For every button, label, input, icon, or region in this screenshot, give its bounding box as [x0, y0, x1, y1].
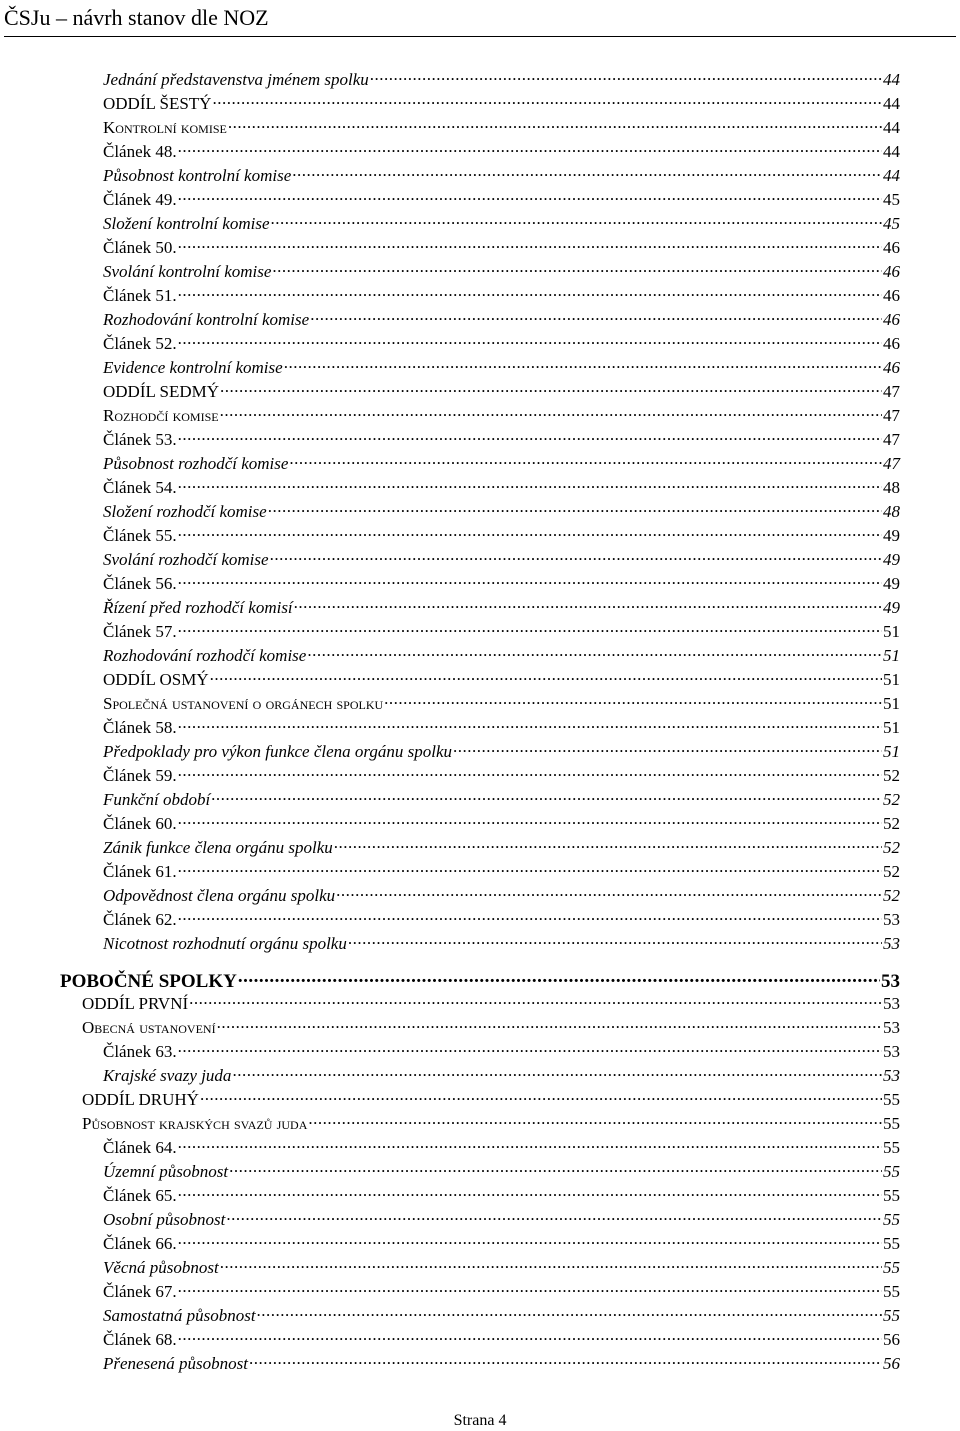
toc-entry-title: Působnost kontrolní komise — [103, 166, 292, 185]
toc-entry-page: 53 — [883, 910, 900, 929]
toc-entry-page: 44 — [883, 94, 900, 113]
toc-entry[interactable] — [103, 1064, 900, 1088]
toc-entry[interactable] — [103, 1304, 900, 1328]
toc-entry[interactable] — [103, 692, 900, 716]
toc-entry-page: 51 — [883, 742, 900, 761]
toc-entry-page: 55 — [883, 1306, 900, 1325]
toc-entry-title: Článek 59. — [103, 766, 177, 785]
toc-dot-leader — [178, 332, 882, 349]
toc-entry-title: ODDÍL ŠESTÝ — [103, 94, 212, 113]
toc-entry-title: Článek 62. — [103, 910, 177, 929]
toc-entry-page: 55 — [883, 1090, 900, 1109]
toc-entry[interactable] — [103, 164, 900, 188]
toc-entry[interactable] — [103, 932, 900, 956]
toc-entry-page: 53 — [883, 1066, 900, 1085]
toc-entry-title: Článek 68. — [103, 1330, 177, 1349]
toc-entry-title: Odpovědnost člena orgánu spolku — [103, 886, 336, 905]
toc-entry-page: 55 — [883, 1210, 900, 1229]
toc-dot-leader — [271, 212, 882, 229]
toc-entry[interactable] — [103, 236, 900, 260]
toc-entry-title: Jednání představenstva jménem spolku — [103, 70, 369, 89]
toc-entry[interactable] — [103, 572, 900, 596]
toc-entry-page: 46 — [883, 238, 900, 257]
toc-dot-leader — [178, 476, 882, 493]
toc-entry[interactable] — [103, 860, 900, 884]
toc-dot-leader — [178, 860, 882, 877]
toc-entry-page: 55 — [883, 1234, 900, 1253]
toc-entry-title: Článek 51. — [103, 286, 177, 305]
toc-entry-title: Článek 57. — [103, 622, 177, 641]
toc-entry-title: Složení kontrolní komise — [103, 214, 270, 233]
toc-entry-title: Věcná působnost — [103, 1258, 219, 1277]
toc-entry[interactable] — [103, 452, 900, 476]
toc-entry[interactable] — [60, 968, 900, 992]
toc-entry-page: 52 — [883, 838, 900, 857]
toc-entry-title: POBOČNÉ SPOLKY — [60, 971, 237, 992]
toc-entry[interactable] — [103, 764, 900, 788]
page-footer: Strana 4 — [453, 1412, 507, 1429]
toc-entry-page: 52 — [883, 790, 900, 809]
toc-dot-leader — [257, 1304, 882, 1321]
toc-dot-leader — [336, 884, 882, 901]
toc-entry-page: 47 — [883, 406, 900, 425]
toc-entry[interactable] — [103, 668, 900, 692]
toc-dot-leader — [178, 620, 882, 637]
toc-entry-title: Článek 61. — [103, 862, 177, 881]
toc-entry[interactable] — [103, 1280, 900, 1304]
toc-entry-title: Působnost krajských svazů juda — [82, 1114, 308, 1133]
toc-entry[interactable] — [103, 740, 900, 764]
toc-entry[interactable] — [103, 1040, 900, 1064]
toc-entry-page: 53 — [881, 971, 900, 992]
toc-entry-title: Článek 63. — [103, 1042, 177, 1061]
toc-dot-leader — [210, 668, 882, 685]
toc-entry-page: 52 — [883, 766, 900, 785]
toc-dot-leader — [178, 428, 882, 445]
toc-entry[interactable] — [103, 404, 900, 428]
toc-entry[interactable] — [103, 68, 900, 92]
toc-entry-page: 45 — [883, 214, 900, 233]
toc-entry[interactable] — [103, 548, 900, 572]
toc-dot-leader — [220, 380, 882, 397]
toc-dot-leader — [178, 764, 882, 781]
toc-entry[interactable] — [103, 1256, 900, 1280]
toc-entry[interactable] — [103, 1232, 900, 1256]
toc-dot-leader — [229, 1160, 882, 1177]
toc-entry-page: 44 — [883, 142, 900, 161]
toc-dot-leader — [178, 1280, 882, 1297]
toc-dot-leader — [178, 572, 882, 589]
toc-entry[interactable] — [103, 1160, 900, 1184]
toc-entry-title: Přenesená působnost — [103, 1354, 248, 1373]
toc-entry-page: 51 — [883, 646, 900, 665]
toc-dot-leader — [284, 356, 882, 373]
toc-dot-leader — [178, 140, 882, 157]
toc-entry-page: 53 — [883, 1018, 900, 1037]
toc-dot-leader — [178, 812, 882, 829]
toc-entry[interactable] — [103, 788, 900, 812]
toc-entry-title: Společná ustanovení o orgánech spolku — [103, 694, 384, 713]
toc-entry-title: Krajské svazy juda — [103, 1066, 232, 1085]
toc-entry-title: Článek 64. — [103, 1138, 177, 1157]
toc-entry-page: 51 — [883, 622, 900, 641]
toc-dot-leader — [272, 260, 882, 277]
toc-dot-leader — [178, 1232, 882, 1249]
toc-entry-title: Územní působnost — [103, 1162, 229, 1181]
toc-entry[interactable] — [103, 284, 900, 308]
toc-entry-title: Článek 56. — [103, 574, 177, 593]
toc-dot-leader — [211, 788, 882, 805]
toc-entry[interactable] — [103, 116, 900, 140]
toc-entry[interactable] — [103, 428, 900, 452]
toc-dot-leader — [294, 596, 882, 613]
toc-entry-page: 49 — [883, 550, 900, 569]
toc-entry[interactable] — [103, 212, 900, 236]
toc-entry-page: 44 — [883, 118, 900, 137]
toc-entry-title: ODDÍL PRVNÍ — [82, 994, 189, 1013]
toc-dot-leader — [370, 68, 882, 85]
toc-entry-title: Článek 52. — [103, 334, 177, 353]
toc-entry[interactable] — [103, 332, 900, 356]
toc-entry-title: Článek 66. — [103, 1234, 177, 1253]
toc-entry-page: 53 — [883, 934, 900, 953]
toc-entry[interactable] — [103, 308, 900, 332]
toc-entry[interactable] — [103, 500, 900, 524]
toc-entry-page: 56 — [883, 1354, 900, 1373]
toc-entry-page: 51 — [883, 670, 900, 689]
toc-dot-leader — [220, 404, 882, 421]
toc-entry[interactable] — [103, 1208, 900, 1232]
toc-dot-leader — [348, 932, 882, 949]
toc-entry-title: Článek 54. — [103, 478, 177, 497]
toc-entry-page: 45 — [883, 190, 900, 209]
toc-dot-leader — [178, 1136, 882, 1153]
toc-entry-title: Složení rozhodčí komise — [103, 502, 267, 521]
toc-entry-page: 55 — [883, 1162, 900, 1181]
toc-dot-leader — [384, 692, 882, 709]
toc-entry-page: 52 — [883, 886, 900, 905]
toc-dot-leader — [212, 92, 882, 109]
toc-entry-title: Článek 67. — [103, 1282, 177, 1301]
toc-dot-leader — [334, 836, 882, 853]
toc-entry-title: Evidence kontrolní komise — [103, 358, 283, 377]
toc-entry-page: 49 — [883, 598, 900, 617]
toc-entry[interactable] — [103, 596, 900, 620]
toc-entry-title: Článek 49. — [103, 190, 177, 209]
toc-entry-title: Předpoklady pro výkon funkce člena orgánu spolku — [103, 742, 453, 761]
toc-entry[interactable] — [103, 812, 900, 836]
toc-entry-page: 51 — [883, 694, 900, 713]
toc-entry-page: 49 — [883, 526, 900, 545]
toc-entry-page: 56 — [883, 1330, 900, 1349]
toc-entry-title: Článek 60. — [103, 814, 177, 833]
toc-entry[interactable] — [103, 836, 900, 860]
toc-entry[interactable] — [103, 476, 900, 500]
toc-entry[interactable] — [103, 140, 900, 164]
toc-dot-leader — [307, 644, 882, 661]
toc-dot-leader — [249, 1352, 882, 1369]
toc-entry-title: Článek 58. — [103, 718, 177, 737]
toc-entry[interactable] — [82, 1016, 900, 1040]
toc-dot-leader — [178, 188, 882, 205]
toc-entry[interactable] — [103, 356, 900, 380]
toc-entry[interactable] — [103, 908, 900, 932]
toc-dot-leader — [308, 1112, 882, 1129]
toc-entry-page: 47 — [883, 382, 900, 401]
toc-entry-title: Článek 65. — [103, 1186, 177, 1205]
toc-dot-leader — [238, 968, 880, 987]
toc-entry-page: 48 — [883, 478, 900, 497]
toc-entry[interactable] — [103, 524, 900, 548]
toc-entry[interactable] — [103, 260, 900, 284]
toc-entry-page: 44 — [883, 70, 900, 89]
toc-entry[interactable] — [103, 1184, 900, 1208]
toc-entry[interactable] — [103, 1352, 900, 1376]
toc-entry[interactable] — [103, 1136, 900, 1160]
toc-entry-title: Osobní působnost — [103, 1210, 226, 1229]
toc-entry-page: 46 — [883, 262, 900, 281]
toc-entry-page: 55 — [883, 1114, 900, 1133]
toc-entry-page: 55 — [883, 1138, 900, 1157]
toc-entry-page: 46 — [883, 358, 900, 377]
toc-entry-title: ODDÍL OSMÝ — [103, 670, 209, 689]
toc-entry-page: 46 — [883, 334, 900, 353]
toc-entry[interactable] — [103, 884, 900, 908]
toc-entry-page: 52 — [883, 814, 900, 833]
toc-dot-leader — [268, 500, 882, 517]
toc-dot-leader — [270, 548, 882, 565]
toc-entry[interactable] — [103, 1328, 900, 1352]
toc-entry[interactable] — [103, 92, 900, 116]
toc-entry-page: 48 — [883, 502, 900, 521]
toc-entry-title: Článek 48. — [103, 142, 177, 161]
toc-dot-leader — [189, 992, 882, 1009]
toc-entry-title: Rozhodování kontrolní komise — [103, 310, 310, 329]
toc-entry-title: Funkční období — [103, 790, 211, 809]
toc-entry[interactable] — [103, 620, 900, 644]
toc-entry-title: Nicotnost rozhodnutí orgánu spolku — [103, 934, 347, 953]
toc-entry-title: Samostatná působnost — [103, 1306, 256, 1325]
toc-entry[interactable] — [82, 992, 900, 1016]
toc-entry-title: Článek 53. — [103, 430, 177, 449]
toc-dot-leader — [178, 524, 882, 541]
toc-dot-leader — [178, 1328, 882, 1345]
toc-entry-page: 46 — [883, 310, 900, 329]
toc-entry-page: 53 — [883, 994, 900, 1013]
toc-entry-title: Zánik funkce člena orgánu spolku — [103, 838, 333, 857]
toc-entry-title: Rozhodčí komise — [103, 406, 219, 425]
toc-dot-leader — [226, 1208, 882, 1225]
toc-entry[interactable] — [103, 644, 900, 668]
toc-entry[interactable] — [82, 1112, 900, 1136]
toc-entry-page: 44 — [883, 166, 900, 185]
toc-entry-page: 49 — [883, 574, 900, 593]
toc-entry-page: 55 — [883, 1186, 900, 1205]
toc-entry-title: Působnost rozhodčí komise — [103, 454, 289, 473]
toc-dot-leader — [232, 1064, 882, 1081]
toc-entry[interactable] — [82, 1088, 900, 1112]
toc-entry-page: 52 — [883, 862, 900, 881]
toc-entry[interactable] — [103, 716, 900, 740]
toc-entry-title: Svolání rozhodčí komise — [103, 550, 269, 569]
toc-entry-title: Svolání kontrolní komise — [103, 262, 272, 281]
toc-dot-leader — [289, 452, 882, 469]
toc-entry-page: 47 — [883, 454, 900, 473]
toc-entry-page: 53 — [883, 1042, 900, 1061]
toc-dot-leader — [178, 1184, 882, 1201]
toc-entry-title: Článek 55. — [103, 526, 177, 545]
toc-entry-title: Řízení před rozhodčí komisí — [103, 598, 293, 617]
toc-entry-title: ODDÍL DRUHÝ — [82, 1090, 199, 1109]
toc-dot-leader — [178, 716, 882, 733]
toc-entry-title: Obecná ustanovení — [82, 1018, 216, 1037]
toc-entry-page: 47 — [883, 430, 900, 449]
toc-entry-page: 55 — [883, 1258, 900, 1277]
toc-dot-leader — [310, 308, 882, 325]
page-header: ČSJu – návrh stanov dle NOZ — [4, 0, 956, 37]
toc-entry-page: 51 — [883, 718, 900, 737]
toc-dot-leader — [178, 284, 882, 301]
toc-dot-leader — [228, 116, 882, 133]
toc-dot-leader — [217, 1016, 882, 1033]
toc-entry-title: ODDÍL SEDMÝ — [103, 382, 220, 401]
toc-entry-title: Rozhodování rozhodčí komise — [103, 646, 307, 665]
toc-dot-leader — [178, 236, 882, 253]
toc-entry[interactable] — [103, 188, 900, 212]
toc-entry-title: Článek 50. — [103, 238, 177, 257]
toc-dot-leader — [220, 1256, 882, 1273]
toc-dot-leader — [200, 1088, 882, 1105]
toc-dot-leader — [178, 1040, 882, 1057]
toc-entry-page: 46 — [883, 286, 900, 305]
toc-entry[interactable] — [103, 380, 900, 404]
toc-dot-leader — [453, 740, 882, 757]
toc-dot-leader — [178, 908, 882, 925]
toc-entry-title: Kontrolní komise — [103, 118, 227, 137]
toc-dot-leader — [292, 164, 882, 181]
toc-entry-page: 55 — [883, 1282, 900, 1301]
